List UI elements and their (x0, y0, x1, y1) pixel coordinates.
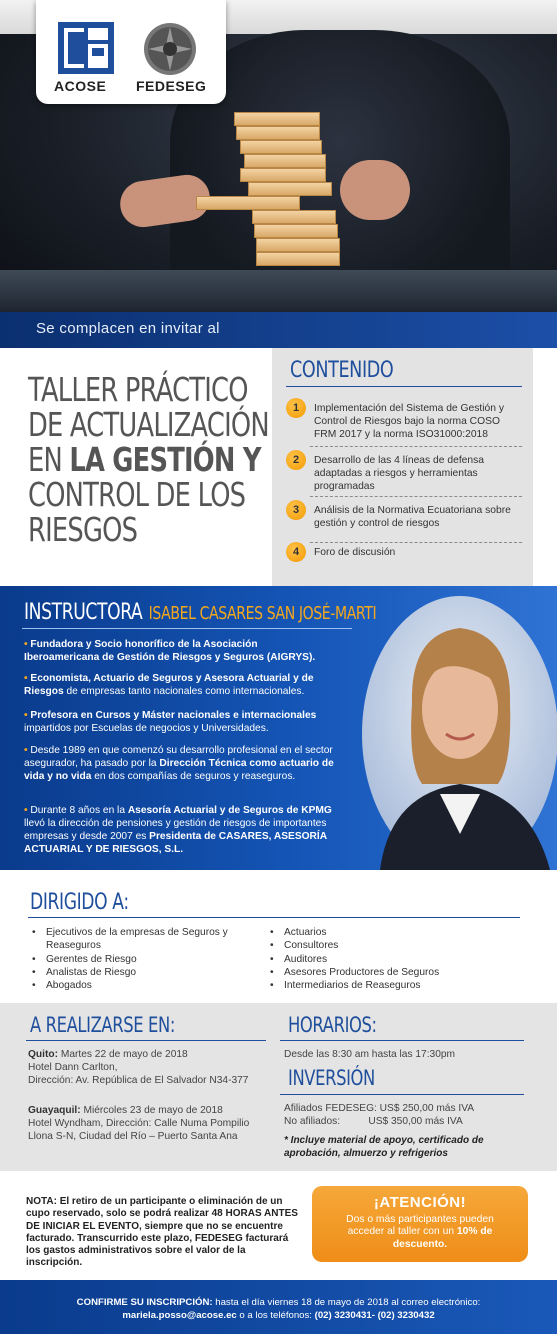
quito-details: Quito: Martes 22 de mayo de 2018 Hotel Dann Carlton, Dirección: Av. República de El Salvador N34-377 (28, 1049, 249, 1087)
dirigido-list-1 (30, 926, 250, 992)
realizarse-heading: A REALIZARSE EN: (30, 1013, 175, 1037)
bio-item: • Fundadora y Socio honorífico de la Asociación Iberoamericana de Gestión de Riesgos y Seguros (AIGRYS). (24, 639, 316, 663)
dirigido-list-2 (268, 926, 508, 992)
bio-item: • Desde 1989 en que comenzó su desarrollo profesional en el sector asegurador, ha pasado por la Dirección Técnica como actuario de vida y no vida en dos compañías de seguros y reaseguros. (24, 745, 334, 782)
list-item: • Ejecutivos de la empresas de Seguros y Reaseguros (30, 926, 250, 953)
bio-item: • Profesora en Cursos y Máster nacionales e internacionales impartidos por Escuelas de negocios y Universidades. (24, 710, 317, 734)
title-line-1: TALLER PRÁCTICO (28, 370, 248, 409)
atencion-body: Dos o más participantes pueden acceder al taller con un 10% de descuento. (346, 1214, 494, 1250)
horarios-text: Desde las 8:30 am hasta las 17:30pm (284, 1049, 456, 1060)
title-line-2: DE ACTUALIZACIÓN (28, 405, 269, 444)
horarios-heading: HORARIOS: (288, 1013, 377, 1037)
footer-line-2: mariela.posso@acose.ec o a los teléfonos: (02) 3230431- (02) 3230432 (122, 1310, 435, 1321)
list-item: • Auditores (268, 953, 508, 966)
atencion-heading: ¡ATENCIÓN! (373, 1194, 467, 1211)
logos-card (36, 0, 226, 104)
price-no-afiliados: No afiliados: US$ 350,00 más IVA (284, 1116, 463, 1127)
invite-bar (0, 312, 557, 348)
footer-bar (0, 1280, 557, 1334)
price-afiliados: Afiliados FEDESEG: US$ 250,00 más IVA (284, 1103, 475, 1114)
list-item: • Actuarios (268, 926, 508, 939)
list-item: • Abogados (30, 979, 250, 992)
nota-text: NOTA: El retiro de un participante o eliminación de un cupo reservado, solo se podrá realizar 48 HORAS ANTES DE INICIAR EL EVENTO, siempre que no se encuentre facturado. Transcurrido este plazo, FEDESEG facturará los gastos administrativos sobre el valor de la inscripción. (26, 1196, 298, 1269)
bio-item: • Durante 8 años en la Asesoría Actuarial y de Seguros de KPMG llevó la dirección de pensiones y gestión de riesgos de importantes empresas y desde 2007 es Presidenta de CASARES, ASESORÍA ACTUARIAL Y DE RIESGOS, S.L. (24, 805, 332, 855)
instructor-section (0, 586, 557, 870)
list-item: • Analistas de Riesgo (30, 966, 250, 979)
list-item: • Intermediarios de Reaseguros (268, 979, 508, 992)
title-line-5: RIESGOS (28, 510, 138, 549)
instructor-name: ISABEL CASARES SAN JOSÉ-MARTI (148, 603, 377, 624)
contenido-heading: CONTENIDO (290, 358, 394, 383)
instructor-heading: INSTRUCTORA ISABEL CASARES SAN JOSÉ-MARTI (24, 600, 377, 625)
contenido-panel: CONTENIDO 1 Implementación del Sistema de Gestión y Control de Riesgos bajo la norma COSO FRM 2017 y la norma ISO31000:2018 2 Desarrollo de las 4 líneas de defensa adaptadas a riesgos y herramientas programadas 3 Análisis de la Normativa Ecuatoriana sobre gestión y control de riesgos 4 Foro de discusión (272, 348, 533, 586)
dirigido-heading: DIRIGIDO A: (30, 890, 129, 915)
fedeseg-label: FEDESEG (136, 78, 207, 94)
acose-label: ACOSE (54, 78, 107, 94)
acose-logo-icon (58, 22, 114, 74)
list-item: • Asesores Productores de Seguros (268, 966, 508, 979)
hand-right (340, 160, 410, 220)
guayaquil-details: Guayaquil: Miércoles 23 de mayo de 2018 Hotel Wyndham, Dirección: Calle Numa Pompilio Llona S-N, Ciudad del Río – Puerto Santa Ana (28, 1105, 250, 1143)
footer-line-1: CONFIRME SU INSCRIPCIÓN: hasta el día viernes 18 de mayo de 2018 al correo electrónico: (76, 1297, 481, 1308)
inversion-heading: INVERSIÓN (288, 1066, 375, 1090)
event-title (0, 348, 272, 586)
title-line-4: CONTROL DE LOS (28, 475, 246, 514)
invite-text: Se complacen en invitar al (36, 320, 220, 337)
instructor-photo (360, 594, 557, 870)
footer-email-link[interactable]: mariela.posso@acose.ec (122, 1310, 237, 1321)
list-item: • Gerentes de Riesgo (30, 953, 250, 966)
fedeseg-logo-icon (140, 20, 200, 78)
list-item: • Consultores (268, 939, 508, 952)
hero-image (0, 0, 557, 312)
atencion-box (312, 1186, 528, 1262)
footer-phones: (02) 3230431- (02) 3230432 (314, 1310, 435, 1321)
incluye-note: * Incluye material de apoyo, certificado de aprobación, almuerzo y refrigerios (284, 1135, 484, 1159)
title-line-3: EN LA GESTIÓN Y (28, 440, 261, 479)
bio-item: • Economista, Actuario de Seguros y Asesora Actuarial y de Riesgos de empresas tanto nacionales como internacionales. (24, 673, 314, 697)
